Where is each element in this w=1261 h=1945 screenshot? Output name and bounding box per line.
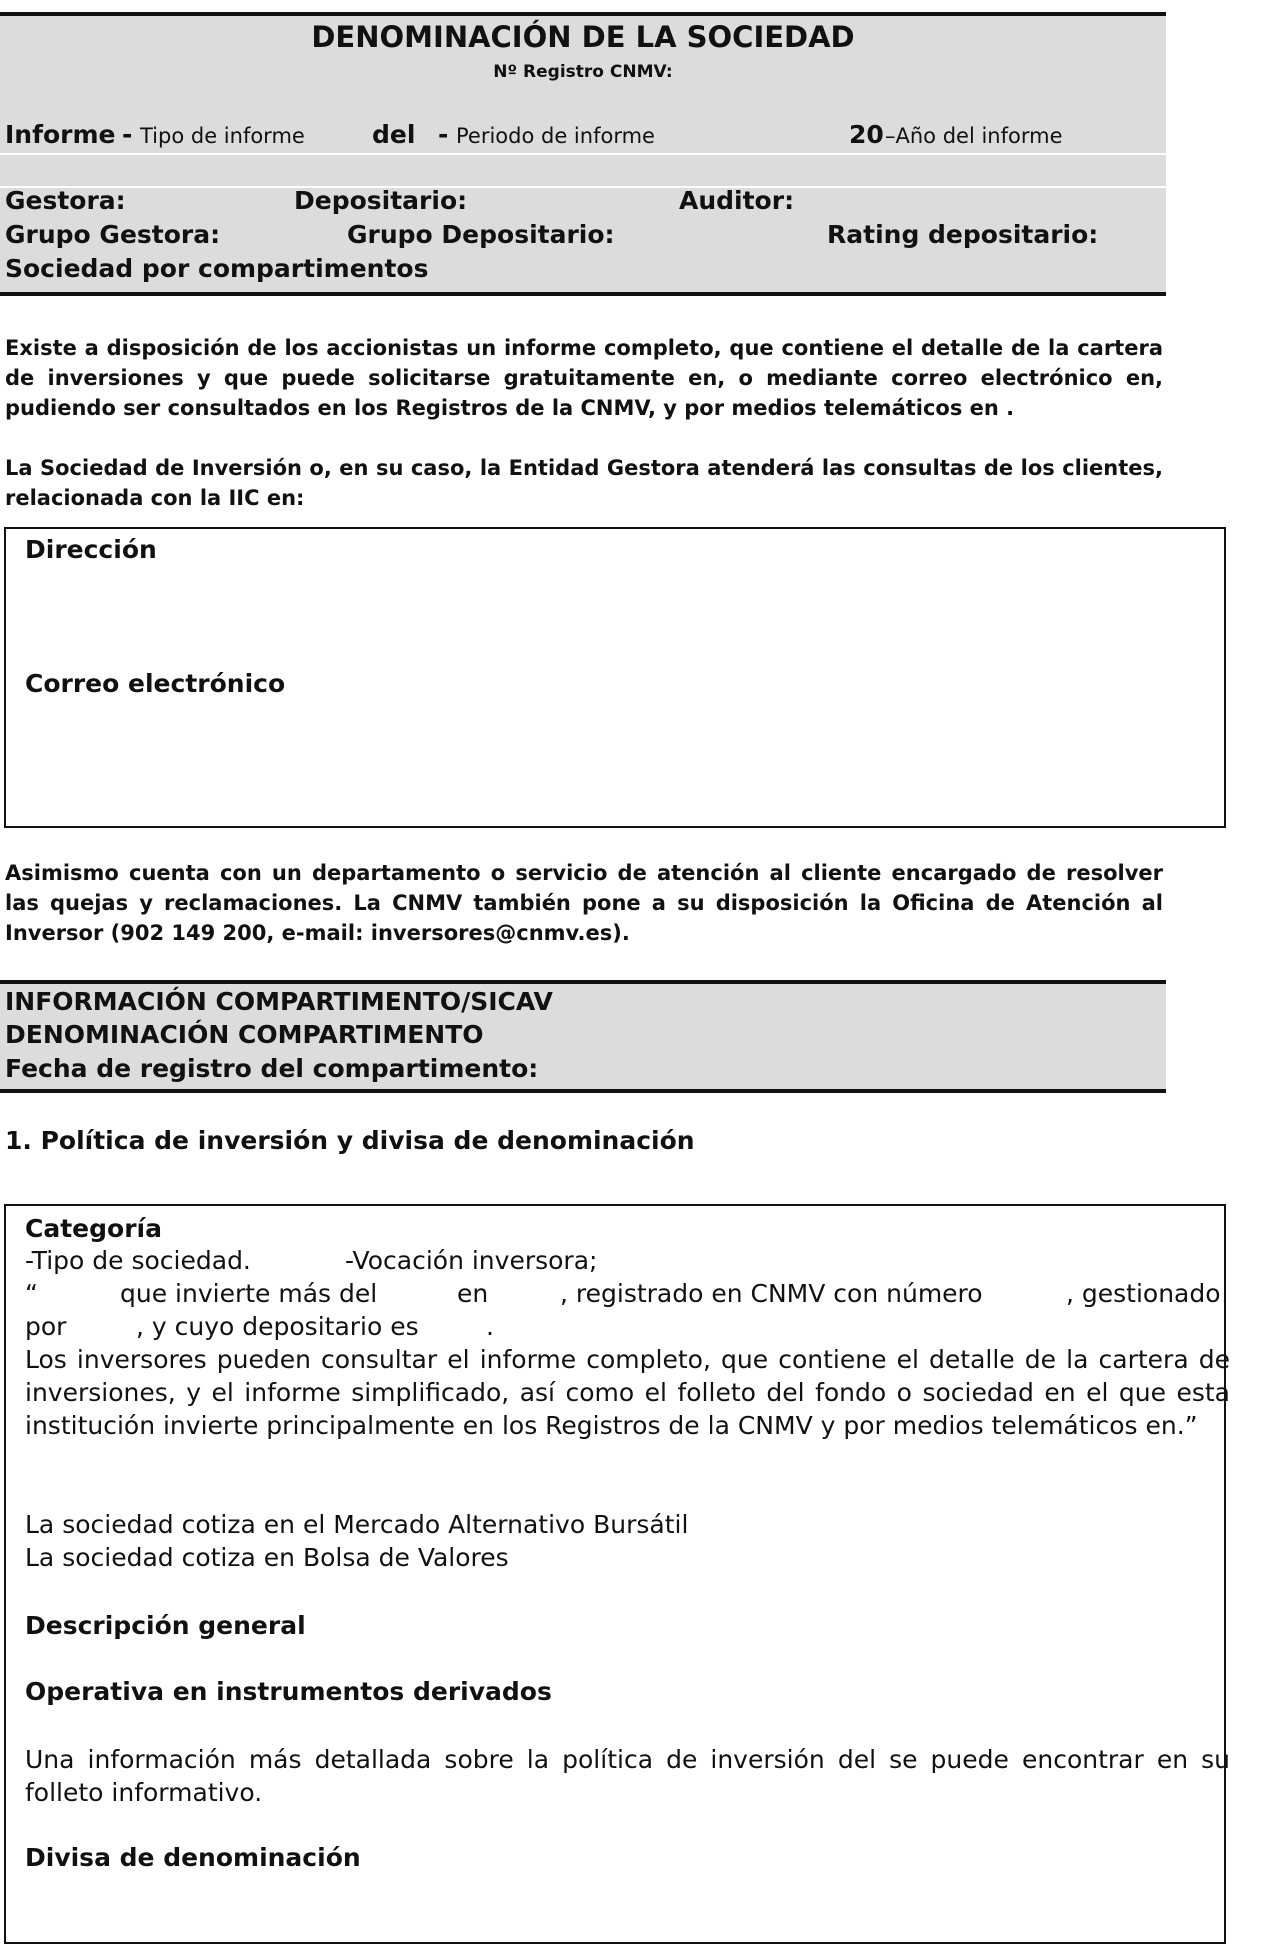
registered-cnmv-text: , registrado en CNMV con número <box>560 1279 983 1308</box>
company-type-text: -Tipo de sociedad. <box>25 1246 251 1275</box>
by-text: por <box>25 1312 67 1341</box>
email-label: Correo electrónico <box>25 669 286 698</box>
investors-consult-paragraph: Los inversores pueden consultar el informe completo, que contiene el detalle de la cartera de inversiones, y el informe simplificado, así como el folleto del fondo o sociedad en el que esta institución invierte principalmente en los Registros de la CNMV y por medios telemáticos en.” <box>25 1345 1230 1440</box>
report-type-value: Tipo de informe <box>140 124 305 148</box>
managed-text: , gestionado <box>1066 1279 1221 1308</box>
period-dash: - <box>438 120 449 149</box>
period-mark: . <box>486 1312 494 1341</box>
depositary-label: Depositario: <box>294 186 468 215</box>
report-type-dash: - <box>122 120 133 149</box>
subfund-registration-date: Fecha de registro del compartimento: <box>5 1054 539 1083</box>
in-text: en <box>457 1279 489 1308</box>
year-prefix: 20 <box>849 120 884 149</box>
quote-open: “ <box>25 1279 38 1308</box>
manager-group-label: Grupo Gestora: <box>5 220 221 249</box>
investment-policy-heading: 1. Política de inversión y divisa de denominación <box>5 1126 695 1155</box>
category-label: Categoría <box>25 1214 162 1243</box>
address-label: Dirección <box>25 535 157 564</box>
investment-vocation-text: -Vocación inversora; <box>345 1246 598 1275</box>
inquiries-paragraph: La Sociedad de Inversión o, en su caso, la Entidad Gestora atenderá las consultas de los clientes, relacionada con la IIC en: <box>5 456 1163 510</box>
header-divider <box>0 153 1166 155</box>
manager-label: Gestora: <box>5 186 126 215</box>
complaints-paragraph: Asimismo cuenta con un departamento o servicio de atención al cliente encargado de resolver las quejas y reclamaciones. La CNMV también pone a su disposición la Oficina de Atención al Inversor (902 149 200, e-mail: inversores@cnmv.es). <box>5 861 1163 945</box>
depositary-group-label: Grupo Depositario: <box>347 220 615 249</box>
currency-label: Divisa de denominación <box>25 1843 361 1872</box>
mab-listing-text: La sociedad cotiza en el Mercado Alternativo Bursátil <box>25 1510 689 1539</box>
subfund-info-heading: INFORMACIÓN COMPARTIMENTO/SICAV <box>5 987 553 1016</box>
report-year-value: –Año del informe <box>885 124 1063 148</box>
depositary-rating-label: Rating depositario: <box>827 220 1099 249</box>
auditor-label: Auditor: <box>679 186 795 215</box>
stock-exchange-listing-text: La sociedad cotiza en Bolsa de Valores <box>25 1543 509 1572</box>
company-name-title: DENOMINACIÓN DE LA SOCIEDAD <box>311 20 855 54</box>
more-info-paragraph: Una información más detallada sobre la política de inversión del se puede encontrar en su folleto informativo. <box>25 1745 1230 1807</box>
period-label: del <box>372 120 416 149</box>
depositary-is-text: , y cuyo depositario es <box>136 1312 419 1341</box>
report-label: Informe <box>5 120 116 149</box>
cnmv-registry-number: Nº Registro CNMV: <box>493 62 673 82</box>
header-divider <box>0 186 1166 188</box>
sub-funds-label: Sociedad por compartimentos <box>5 254 429 283</box>
invests-more-than-text: que invierte más del <box>120 1279 378 1308</box>
full-report-paragraph: Existe a disposición de los accionistas un informe completo, que contiene el detalle de la cartera de inversiones y que puede solicitarse gratuitamente en, o mediante correo electrónico en, pudiendo ser consultados en los Registros de la CNMV, y por medios telemáticos en . <box>5 336 1163 420</box>
report-type-row <box>5 120 116 149</box>
derivatives-operations-label: Operativa en instrumentos derivados <box>25 1677 552 1706</box>
general-description-label: Descripción general <box>25 1611 306 1640</box>
period-value: Periodo de informe <box>456 124 655 148</box>
subfund-name-heading: DENOMINACIÓN COMPARTIMENTO <box>5 1020 484 1049</box>
